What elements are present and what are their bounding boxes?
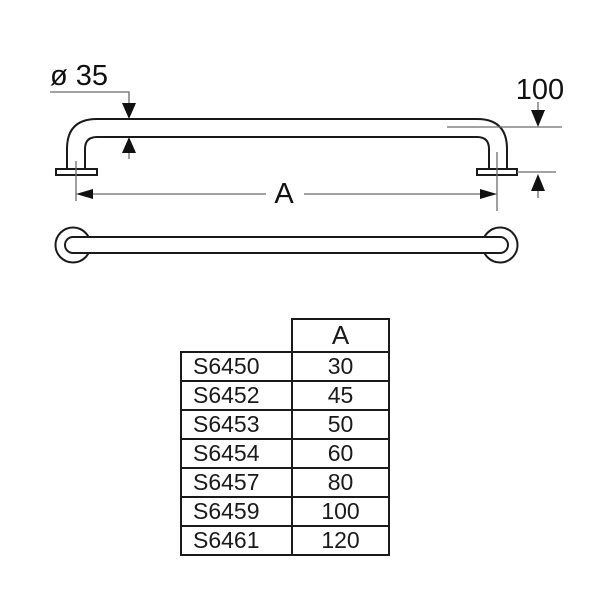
wall-distance-label: 100 bbox=[515, 74, 565, 106]
table-row bbox=[181, 439, 389, 468]
size-table-container bbox=[180, 318, 390, 556]
bar-front-profile bbox=[65, 237, 508, 253]
diameter-dimension bbox=[50, 60, 136, 159]
tube-outer-contour bbox=[67, 119, 507, 170]
size-table bbox=[180, 318, 390, 556]
value-cell: 100 bbox=[292, 497, 389, 526]
table-row bbox=[181, 410, 389, 439]
length-dimension bbox=[76, 152, 497, 211]
front-view bbox=[56, 228, 518, 263]
value-cell: 60 bbox=[292, 439, 389, 468]
diameter-arrow-up-icon bbox=[122, 137, 136, 153]
table-row bbox=[181, 497, 389, 526]
length-arrow-left-icon bbox=[76, 189, 93, 199]
table-row bbox=[181, 526, 389, 555]
model-cell: S6450 bbox=[181, 352, 292, 381]
value-cell: 50 bbox=[292, 410, 389, 439]
value-cell: 45 bbox=[292, 381, 389, 410]
wall-distance-arrow-down-icon bbox=[531, 110, 545, 127]
wall-distance-arrow-up-icon bbox=[531, 174, 545, 191]
column-header-a: A bbox=[292, 319, 389, 352]
header-ghost-cell bbox=[181, 319, 292, 352]
value-cell: 30 bbox=[292, 352, 389, 381]
model-cell: S6453 bbox=[181, 410, 292, 439]
table-header-row bbox=[181, 319, 389, 352]
value-cell: 80 bbox=[292, 468, 389, 497]
table-row bbox=[181, 352, 389, 381]
model-cell: S6459 bbox=[181, 497, 292, 526]
length-label: A bbox=[274, 178, 294, 210]
diameter-leader-line bbox=[50, 92, 129, 104]
table-row bbox=[181, 468, 389, 497]
model-cell: S6452 bbox=[181, 381, 292, 410]
model-cell: S6457 bbox=[181, 468, 292, 497]
diameter-arrow-down-icon bbox=[122, 103, 136, 119]
model-cell: S6461 bbox=[181, 526, 292, 555]
length-arrow-right-icon bbox=[480, 189, 497, 199]
value-cell: 120 bbox=[292, 526, 389, 555]
diameter-label: ø 35 bbox=[50, 60, 109, 92]
table-row bbox=[181, 381, 389, 410]
tube-inner-contour bbox=[85, 137, 489, 170]
model-cell: S6454 bbox=[181, 439, 292, 468]
